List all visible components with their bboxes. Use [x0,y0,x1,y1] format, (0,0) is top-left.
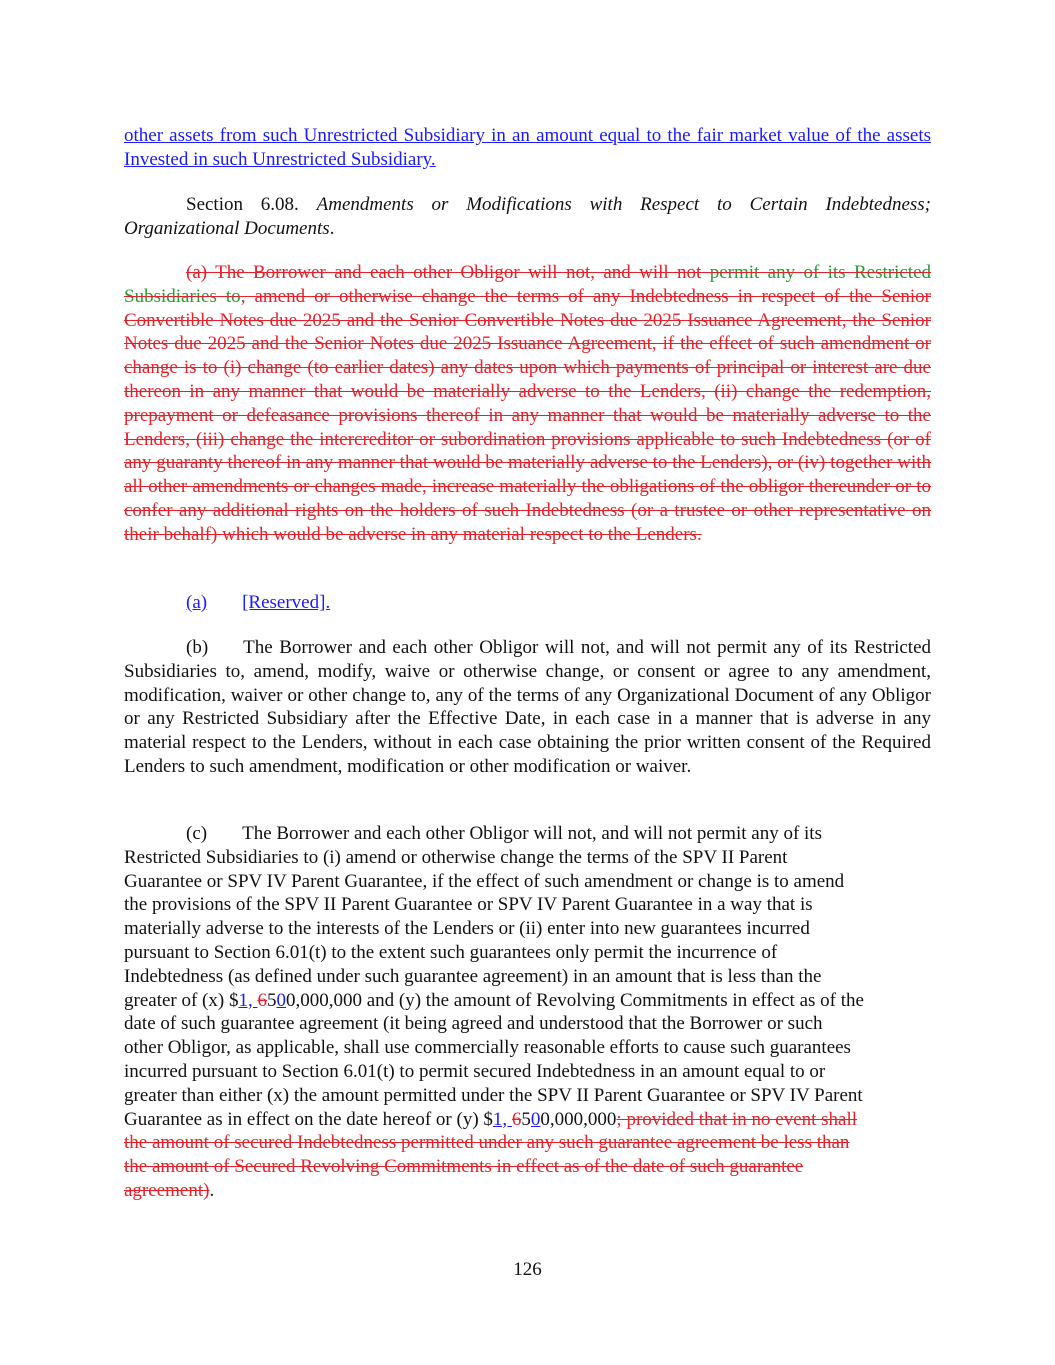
inserted-text: 0 [276,989,286,1011]
intro-paragraph [124,124,931,172]
paragraph-c: (c) The Borrower and each other Obligor will not, and will not permit any of its Restricted Subsidiaries to (i) amend or otherwise change the terms of the SPV II Parent Guarantee or SPV IV Parent Guarantee, if the effect of such amendment or change is to amend the provisions of the SPV II Parent Guarantee or SPV IV Parent Guarantee in a way that is materially adverse to the interests of the Lenders or (ii) enter into new guarantees incurred pursuant to Section 6.01(t) to the extent such guarantees only permit the incurrence of Indebtedness (as defined under such guarantee agreement) in an amount that is less than the greater of (x) $1, 6500,000,000 and (y) the amount of Revolving Commitments in effect as of the date of such guarantee agreement (it being agreed and understood that the Borrower or such other Obligor, as applicable, shall use commercially reasonable efforts to cause such guarantees incurred pursuant to Section 6.01(t) to permit secured Indebtedness in an amount equal to or greater than either (x) the amount permitted under the SPV II Parent Guarantee or SPV IV Parent Guarantee as in effect on the date hereof or (y) $1, 6500,000,000; provided that in no event shall the amount of secured Indebtedness permitted under any such guarantee agreement be less than the amount of Secured Revolving Commitments in effect as of the date of such guarantee agreement). [124,822,931,1203]
deleted-text: agreement) [124,1179,210,1201]
deleted-text: 6 [511,1108,522,1130]
moved-text: permit any of its Restricted Subsidiaries to [124,262,931,307]
section-number: Section 6.08. [186,194,299,215]
inserted-text: other assets from such Unrestricted Subsidiary in an amount equal to the fair market value of the assets Invested in such Unrestricted Subsidiary. [124,125,931,170]
deleted-text: the amount of Secured Revolving Commitments in effect as of the date of such guarantee [124,1156,804,1178]
inserted-paragraph-a [124,591,931,615]
page-number: 126 [513,1259,542,1280]
paragraph-label: (c) [186,823,208,844]
deleted-text: the amount of secured Indebtedness permitted under any such guarantee agreement be less than [124,1132,850,1154]
deleted-paragraph-a [124,261,931,547]
inserted-text: 1, [492,1108,512,1130]
inserted-text: [Reserved]. [242,592,331,613]
inserted-text: 0 [530,1108,541,1130]
paragraph-label: (b) [186,637,209,658]
deleted-text: 6 [257,989,267,1011]
paragraph-text: The Borrower and each other Obligor will not, and will not permit any of its Restricted Subsidiaries to, amend, modify, waive or otherwise change, or consent or agree to any amendment, modification, waiver or other change to, any of the terms of any Organizational Document of any Obligor or any Restricted Subsidiary after the Effective Date, in each case in a manner that is adverse in any material respect to the Lenders, without in each case obtaining the prior written consent of the Required Lenders to such amendment, modification or other modification or waiver. [124,637,931,777]
section-title: Amendments or Modifications with Respect to Certain Indebtedness; Organizational Documents [124,194,931,239]
section-heading: Section 6.08. Amendments or Modifications with Respect to Certain Indebtedness; Organizational Documents. [124,194,931,239]
inserted-text: 1, [238,989,258,1011]
paragraph-b [124,636,931,779]
deleted-text: ; provided that in no event shall [616,1108,858,1130]
deleted-text: (a) The Borrower and each other Obligor will not, and will not [186,262,710,283]
deleted-text: , amend or otherwise change the terms of any Indebtedness in respect of the Senior Convertible Notes due 2025 and the Senior Convertible Notes due 2025 Issuance Agreement, the Senior Notes due 2025 and the Senior Notes due 2025 Issuance Agreement, if the effect of such amendment or change is to (i) change (to earlier dates) any dates upon which payments of principal or interest are due thereon in any manner that would be materially adverse to the Lenders, (ii) change the redemption, prepayment or defeasance provisions thereof in any manner that would be materially adverse to the Lenders, (iii) change the intercreditor or subordination provisions applicable to such Indebtedness (or of any guaranty thereof in any manner that would be materially adverse to the Lenders), or (iv) together with all other amendments or changes made, increase materially the obligations of the obligor thereunder or to confer any additional rights on the holders of such Indebtedness (or a trustee or other representative on their behalf) which would be adverse in any material respect to the Lenders. [124,285,931,545]
paragraph-label: (a) [186,592,208,613]
